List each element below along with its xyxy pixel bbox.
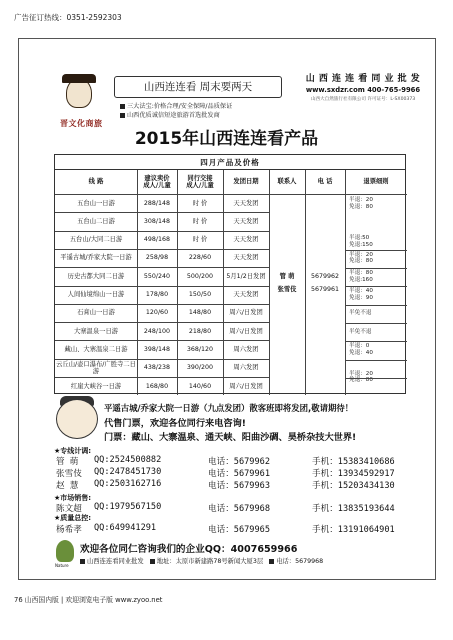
table-cell-date: 周六/日发团: [229, 309, 263, 317]
contact-name-2: 张雪伎: [277, 286, 297, 294]
refund-divider: [345, 305, 407, 306]
refund-divider: [345, 268, 407, 269]
refund-rule: 半免不退: [349, 310, 372, 317]
company-logo: [50, 76, 108, 122]
table-cell-date: 天天发团: [233, 236, 259, 244]
contact-qq: QQ:649941291: [94, 523, 157, 533]
table-title: 四月产品及价格: [55, 155, 405, 170]
logo-name: 晋文化商旅: [60, 119, 103, 128]
table-cell-route: 云丘山/壶口瀑布/广胜寺二日游: [56, 360, 136, 375]
table-cell-route: 红崖大峡谷一日游: [70, 382, 122, 390]
page-footer: 76 山西国内版 | 欢迎浏览电子版 www.zyoo.net: [14, 596, 163, 604]
table-cell-route: 平遥古城/乔家大院一日游: [60, 254, 132, 262]
table-cell-date: 周六/日发团: [229, 382, 263, 390]
ad-line-ticket-list: 门票：藏山、大寨温泉、通天峡、阳曲沙碉、昊桥杂技大世界!: [104, 432, 357, 443]
refund-divider: [345, 378, 407, 379]
refund-rule: 半退：20 免退：80: [349, 370, 373, 384]
section-plan: ★专线计调:: [54, 447, 92, 455]
bullet-item: 三大法宝:价格合理/安全保障/品质保证: [120, 101, 232, 110]
org-web: www.sxdzr.com 400-765-9966: [305, 86, 421, 94]
table-cell-peer: 时 价: [192, 236, 208, 244]
table-cell-route: 五台山/大同二日游: [69, 236, 123, 244]
table-cell-peer: 218/80: [188, 327, 212, 335]
table-cell-price: 288/148: [143, 199, 171, 207]
refund-divider: [345, 360, 407, 361]
slogan: 山西连连看 周末要两天: [114, 76, 282, 98]
refund-rule: 半退：20 免退：80: [349, 251, 373, 265]
contact-mobile: 手机：13934592917: [312, 469, 395, 479]
contact-tel: 电话：5679965: [208, 525, 270, 535]
org-name: 山 西 连 连 看 同 业 批 发: [305, 74, 421, 84]
bullet-item: 山西优质诚信短途旅游首选批发商: [120, 110, 220, 119]
refund-divider: [345, 250, 407, 251]
table-cell-date: 天天发团: [233, 217, 259, 225]
table-cell-price: 168/80: [145, 382, 169, 390]
refund-divider: [345, 341, 407, 342]
table-cell-date: 天天发团: [233, 291, 259, 299]
nature-logo-icon: [56, 540, 74, 562]
refund-rule: 半退：0 免退：40: [349, 343, 373, 356]
table-cell-route: 大寨温泉一日游: [73, 327, 119, 335]
refund-divider: [345, 323, 407, 324]
table-header-contact: 联系人: [277, 178, 297, 186]
square-bullet-icon: [120, 113, 125, 118]
table-cell-price: 398/148: [143, 345, 171, 353]
table-cell-price: 120/60: [145, 309, 169, 317]
section-market: ★市场销售:: [54, 494, 92, 502]
table-cell-peer: 时 价: [192, 217, 208, 225]
table-header-refund: 退票细则: [363, 178, 389, 186]
ad-line-tickets: 代售门票，欢迎各位同行来电咨询!: [104, 418, 247, 429]
section-qa: ★质量总控:: [54, 514, 92, 522]
table-cell-date: 周六发团: [233, 345, 259, 353]
contact-phone-2: 5679961: [310, 286, 340, 294]
table-cell-peer: 390/200: [186, 364, 214, 372]
refund-divider: [345, 286, 407, 287]
square-bullet-icon: [80, 559, 85, 564]
table-cell-peer: 时 价: [192, 199, 208, 207]
square-bullet-icon: [150, 559, 155, 564]
contact-qq: QQ:2478451730: [94, 467, 162, 477]
table-cell-date: 周六/日发团: [229, 327, 263, 335]
org-address: 山西大自然旅行社有限公司 许可证号：L-SX00373: [310, 97, 416, 102]
contact-qq: QQ:2524500882: [94, 455, 162, 465]
logo-hat-icon: [62, 74, 96, 83]
table-cell-route: 人间仙境绵山一日游: [67, 291, 125, 299]
square-bullet-icon: [120, 104, 125, 109]
table-cell-route: 五台山一日游: [77, 199, 115, 207]
ad-hotline: 广告征订热线：0351-2592303: [14, 13, 122, 22]
refund-rule: 半退：20 免退：80: [349, 196, 373, 210]
table-cell-route: 历史古都大同二日游: [67, 272, 125, 280]
table-cell-price: 550/240: [143, 272, 171, 280]
table-header-date: 发团日期: [233, 178, 259, 186]
table-cell-peer: 150/50: [188, 291, 212, 299]
table-cell-price: 258/98: [145, 254, 169, 262]
table-cell-peer: 148/80: [188, 309, 212, 317]
table-cell-route: 石膏山一日游: [77, 309, 115, 317]
table-cell-date: 天天发团: [233, 199, 259, 207]
contact-tel: 电话：5679962: [208, 457, 270, 467]
refund-rule: 半退：80 免退:160: [349, 270, 373, 283]
table-header-phone: 电 话: [317, 178, 333, 186]
table-col-divider: [177, 170, 178, 395]
table-col-divider: [137, 170, 138, 395]
table-col-divider: [223, 170, 224, 395]
table-header-price: 建议卖价 成人/儿童: [143, 174, 171, 189]
refund-rule: 半免不退: [349, 328, 372, 335]
table-header-route: 线 路: [88, 178, 104, 186]
table-cell-peer: 140/60: [188, 382, 212, 390]
table-cell-price: 178/80: [145, 291, 169, 299]
table-cell-date: 5月1/2日发团: [226, 272, 266, 280]
ad-line-tour: 平遥古城/乔家大院一日游（九点发团）散客班即将发团,敬请期待！: [104, 403, 354, 413]
contact-name: 杨希孝: [56, 525, 82, 535]
refund-rule: 半退：40 免退：90: [349, 288, 373, 302]
table-cell-peer: 500/200: [186, 272, 214, 280]
contact-name: 管 萌: [56, 457, 79, 467]
price-table: [54, 154, 406, 394]
table-cell-peer: 228/60: [188, 254, 212, 262]
contact-name: 张雪伎: [56, 469, 82, 479]
table-cell-price: 498/168: [143, 236, 171, 244]
table-header-peer: 同行交接 成人/儿童: [186, 174, 214, 189]
contact-tel: 电话：5679968: [208, 504, 270, 514]
contact-phone-1: 5679962: [310, 273, 340, 281]
contact-tel: 电话：5679961: [208, 469, 270, 479]
table-cell-route: 藏山、大寨温泉二日游: [64, 345, 128, 353]
table-cell-price: 438/238: [143, 364, 171, 372]
contact-name: 赵 慧: [56, 481, 79, 491]
contact-mobile: 手机：13835193644: [312, 504, 395, 514]
consult-line: 欢迎各位同仁咨询我们的企业QQ：4007659966: [80, 544, 298, 555]
main-title: 2015年山西连连看产品: [134, 129, 319, 149]
contact-mobile: 手机：13191064901: [312, 525, 395, 535]
table-cell-route: 五台山二日游: [77, 217, 115, 225]
footer-info: 山西连连看同业批发 地址：太原市新建路78号新闻大厦3层 电话：5679968: [80, 556, 323, 565]
table-col-divider: [345, 170, 346, 395]
table-cell-date: 周六发团: [233, 364, 259, 372]
contact-mobile: 手机：15383410686: [312, 457, 395, 467]
contact-name: 陈文超: [56, 504, 82, 514]
table-cell-price: 248/100: [143, 327, 171, 335]
org-info: [298, 71, 428, 102]
refund-rule: 半退:50 免退:150: [349, 235, 373, 248]
contact-tel: 电话：5679963: [208, 481, 270, 491]
table-cell-date: 天天发团: [233, 254, 259, 262]
square-bullet-icon: [269, 559, 274, 564]
table-cell-price: 308/148: [143, 217, 171, 225]
contact-qq: QQ:1979567150: [94, 502, 162, 512]
mascot-icon: [56, 399, 98, 439]
contact-name-1: 管 萌: [279, 273, 295, 281]
contact-mobile: 手机：15203434130: [312, 481, 395, 491]
contact-qq: QQ:2503162716: [94, 479, 162, 489]
nature-logo-text: Nature: [55, 563, 69, 568]
table-cell-peer: 368/120: [186, 345, 214, 353]
